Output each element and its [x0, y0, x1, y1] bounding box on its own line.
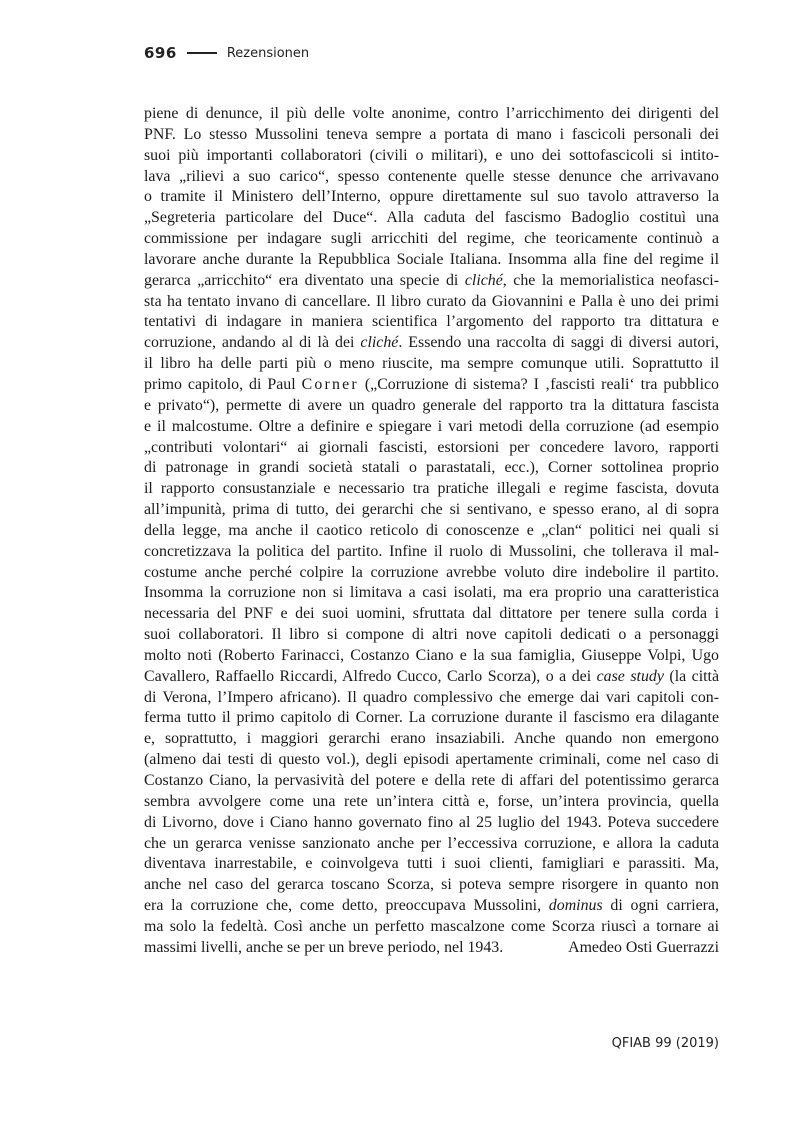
text-line: concretizzava la politica del partito. Infine il ruolo di Mussolini, che tollerava il mal-	[144, 542, 719, 560]
review-author: Amedeo Osti Guerrazzi	[568, 938, 719, 956]
text-line: commissione per indagare sugli arricchiti del regime, che teoricamente continuò a	[144, 230, 719, 248]
journal-footer: QFIAB 99 (2019)	[611, 1036, 719, 1051]
section-title: Rezensionen	[226, 45, 310, 61]
text-line: „Segreteria particolare del Duce“. Alla caduta del fascismo Badoglio costituì una	[144, 209, 719, 227]
text-line: Costanzo Ciano, la pervasività del potere e della rete di affari del potentissimo gerarca	[144, 772, 719, 789]
text-line: e privato“), permette di avere un quadro generale del rapporto tra la dittatura fascista	[144, 396, 719, 414]
text-line: sta ha tentato invano di cancellare. Il libro curato da Giovannini e Palla è uno dei primi	[144, 292, 719, 310]
text-line: sembra avvolgere come una rete un’intera città e, forse, un’intera provincia, quella	[144, 792, 719, 810]
text-line: o tramite il Ministero dell’Interno, oppure direttamente sul suo tavolo attraverso la	[144, 188, 719, 206]
text-line: ferma tutto il primo capitolo di Corner. La corruzione durante il fascismo era dilagante	[144, 709, 719, 727]
text-line: di Verona, l’Impero africano). Il quadro complessivo che emerge dai vari capitoli con-	[144, 688, 719, 706]
text-line: piene di denunce, il più delle volte anonime, contro l’arricchimento dei dirigenti del	[144, 105, 719, 122]
closing-text: massimi livelli, anche se per un breve periodo, nel 1943.	[144, 938, 504, 956]
header-rule	[187, 52, 217, 54]
text-line: della legge, ma anche il caotico reticolo di conoscenze e „clan“ politici nei quali si	[144, 521, 719, 539]
text-line: all’impunità, prima di tutto, dei gerarchi che si sentivano, e spesso erano, al di sopra	[144, 501, 719, 519]
text-line: di patronage in grandi società statali o parastatali, ecc.), Corner sottolinea proprio	[144, 459, 719, 477]
text-line: PNF. Lo stesso Mussolini teneva sempre a portata di mano i fascicoli personali dei	[144, 125, 719, 143]
text-line: di Livorno, dove i Ciano hanno governato fino al 25 luglio del 1943. Poteva succedere	[144, 813, 719, 831]
text-line: anche nel caso del gerarca toscano Scorza, si poteva sempre risorgere in quanto non	[144, 876, 719, 894]
text-line: il rapporto consustanziale e necessario tra pratiche illegali e regime fascista, dovuta	[144, 480, 719, 498]
text-line: diventava inarrestabile, e coinvolgeva tutti i suoi clienti, famigliari e parassiti. Ma,	[144, 855, 719, 873]
text-line: corruzione, andando al di là dei cliché. Essendo una raccolta di saggi di diversi autori,	[144, 334, 719, 352]
text-line: suoi più importanti collaboratori (civili o militari), e uno dei sottofascicoli si intito-	[144, 146, 719, 164]
running-header	[144, 42, 309, 64]
text-line: lava „rilievi a suo carico“, spesso contenente quelle stesse denunce che arrivavano	[144, 167, 719, 185]
text-line: e, soprattutto, i maggiori gerarchi erano insaziabili. Anche quando non emergono	[144, 730, 719, 748]
text-line: necessaria del PNF e dei suoi uomini, sfruttata dal dittatore per tenere sulla corda i	[144, 605, 719, 623]
text-line: ma solo la fedeltà. Così anche un perfetto mascalzone come Scorza riuscì a tornare ai	[144, 917, 719, 935]
text-line: e il malcostume. Oltre a definire e spiegare i vari metodi della corruzione (ad esempio	[144, 417, 719, 435]
text-line: che un gerarca venisse sanzionato anche per l’eccessiva corruzione, e allora la caduta	[144, 834, 719, 852]
text-line: „contributi volontari“ ai giornali fascisti, estorsioni per concedere lavoro, rapporti	[144, 438, 719, 456]
text-line: Insomma la corruzione non si limitava a casi isolati, ma era proprio una caratteristica	[144, 584, 719, 602]
text-line: era la corruzione che, come detto, preoccupava Mussolini, dominus di ogni carriera,	[144, 897, 719, 915]
text-line: costume anche perché colpire la corruzione avrebbe voluto dire indebolire il partito.	[144, 563, 719, 581]
text-line: primo capitolo, di Paul Corner („Corruzione di sistema? I ‚fascisti reali‘ tra pubblico	[144, 375, 719, 393]
review-body	[144, 104, 719, 959]
text-line: il libro ha delle parti più o meno riuscite, ma sempre comunque utili. Soprattutto il	[144, 355, 719, 373]
text-line: tentativi di indagare in maniera scientifica l’argomento del rapporto tra dittatura e	[144, 313, 719, 331]
text-line: molto noti (Roberto Farinacci, Costanzo Ciano e la sua famiglia, Giuseppe Volpi, Ugo	[144, 646, 719, 664]
text-line: Cavallero, Raffaello Riccardi, Alfredo Cucco, Carlo Scorza), o a dei case study (la città	[144, 667, 720, 685]
closing-line	[144, 938, 719, 959]
text-line: gerarca „arricchito“ era diventato una specie di cliché, che la memorialistica neofasci-	[144, 271, 719, 289]
page-number: 696	[144, 44, 177, 62]
text-line: suoi collaboratori. Il libro si compone di altri nove capitoli dedicati o a personaggi	[144, 626, 719, 644]
text-line: lavorare anche durante la Repubblica Sociale Italiana. Insomma alla fine del regime il	[144, 250, 719, 268]
text-line: (almeno dai testi di questo vol.), degli episodi apertamente criminali, come nel caso di	[144, 751, 719, 769]
